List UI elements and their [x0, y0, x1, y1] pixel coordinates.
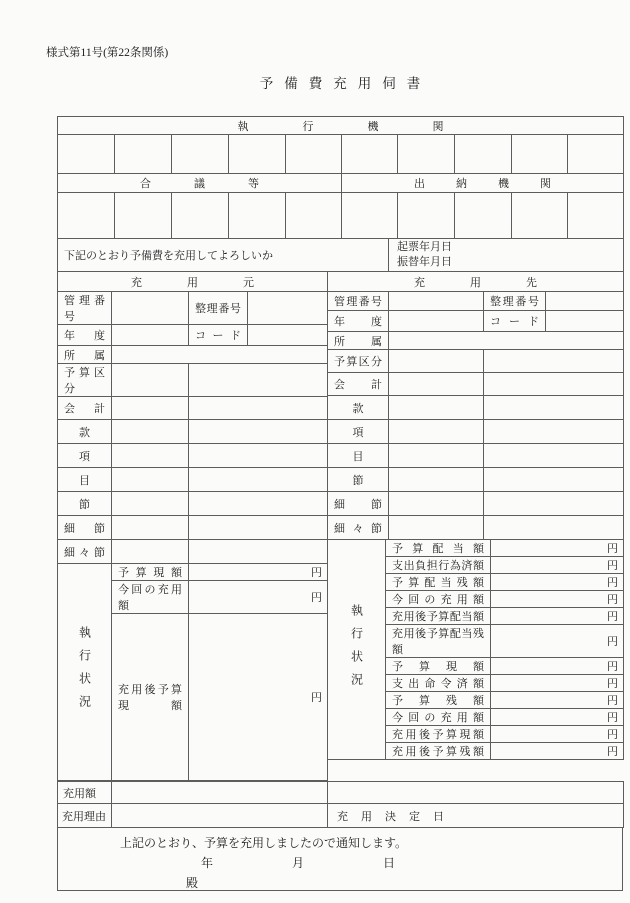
- field-label: 年度: [58, 325, 112, 346]
- amount-cell: 円: [491, 658, 624, 675]
- stamp-cell: [398, 193, 455, 239]
- field-label: 会計: [328, 373, 389, 396]
- exec-row-label: 充用後予算配当額: [386, 608, 491, 625]
- stamp-cell: [58, 193, 115, 239]
- stamp-cell: [342, 193, 398, 239]
- execution-status-label: [328, 540, 386, 760]
- exec-row-label: 充用後予算現額: [112, 614, 189, 781]
- input-cell: [248, 292, 328, 325]
- amount-cell: 円: [189, 581, 328, 614]
- field-label: 項: [328, 420, 389, 444]
- stamp-cell: [115, 135, 172, 174]
- input-cell: [112, 782, 328, 804]
- exec-row-label: 充用後予算残額: [386, 743, 491, 760]
- form-body: [57, 291, 623, 781]
- input-cell: [112, 468, 189, 492]
- exec-row-label: 予算現額: [386, 658, 491, 675]
- addressee-suffix: 殿: [186, 876, 199, 890]
- transfer-date-label: 振替年月日: [397, 256, 452, 268]
- field-label: 所属: [58, 346, 112, 364]
- input-cell: [248, 325, 328, 346]
- input-cell: [389, 468, 484, 492]
- field-label: 節: [58, 492, 112, 516]
- exec-row-label: 支出命令済額: [386, 675, 491, 692]
- input-cell: [484, 516, 624, 540]
- input-cell: [189, 540, 328, 564]
- input-cell: [112, 364, 189, 397]
- exec-row-label: 今回の充用額: [112, 581, 189, 614]
- decision-date-label: 充用決定日: [328, 804, 624, 828]
- exec-row-label: 支出負担行為済額: [386, 557, 491, 574]
- field-label: 整理番号: [484, 292, 546, 311]
- stamp-cell: [229, 135, 286, 174]
- month-label: 月: [292, 856, 305, 870]
- field-label: コード: [484, 311, 546, 332]
- notification-text: 上記のとおり、予算を充用しましたので通知します。: [120, 836, 408, 850]
- input-cell: [189, 444, 328, 468]
- stamp-cell: [58, 135, 115, 174]
- source-section: [57, 291, 328, 781]
- input-cell: [112, 804, 328, 828]
- stamp-cell: [512, 193, 568, 239]
- amount-cell: 円: [491, 540, 624, 557]
- input-cell: [328, 782, 624, 804]
- amount-cell: 円: [189, 564, 328, 581]
- input-cell: [484, 492, 624, 516]
- reason-label: 充用理由: [58, 804, 112, 828]
- input-cell: [112, 540, 189, 564]
- council-header: 合議等: [58, 174, 342, 193]
- field-label: 管理番号: [58, 292, 112, 325]
- stamp-cell: [342, 135, 398, 174]
- field-label: 所属: [328, 332, 389, 350]
- input-cell: [189, 492, 328, 516]
- date-fields-cell: [389, 239, 624, 272]
- half-titles-table: [57, 271, 624, 292]
- amount-cell: 円: [491, 692, 624, 709]
- input-cell: [112, 325, 189, 346]
- stamp-cell: [286, 135, 342, 174]
- destination-execution-table: [327, 539, 624, 760]
- field-label: 年度: [328, 311, 389, 332]
- exec-row-label: 予算現額: [112, 564, 189, 581]
- input-cell: [546, 311, 624, 332]
- stamp-cell: [455, 135, 512, 174]
- input-cell: [389, 444, 484, 468]
- field-label: 細々節: [58, 540, 112, 564]
- destination-detail-table: [327, 291, 624, 540]
- input-cell: [389, 332, 624, 350]
- input-cell: [389, 311, 484, 332]
- amount-cell: 円: [491, 675, 624, 692]
- year-label: 年: [201, 856, 214, 870]
- amount-cell: 円: [491, 608, 624, 625]
- input-cell: [389, 492, 484, 516]
- field-label: 目: [58, 468, 112, 492]
- input-cell: [189, 397, 328, 420]
- field-label: 節: [328, 468, 389, 492]
- draft-date-label: 起票年月日: [397, 241, 452, 253]
- stamp-cell: [172, 193, 229, 239]
- amount-cell: 円: [491, 574, 624, 591]
- exec-row-label: 今回の充用額: [386, 591, 491, 608]
- input-cell: [189, 364, 328, 397]
- notification-block: [57, 827, 623, 891]
- input-cell: [484, 420, 624, 444]
- input-cell: [389, 516, 484, 540]
- field-label: 細節: [328, 492, 389, 516]
- stamp-cell: [568, 135, 624, 174]
- exec-row-label: 充用後予算配当残額: [386, 625, 491, 658]
- field-label: 予算区分: [58, 364, 112, 397]
- amount-cell: 円: [491, 625, 624, 658]
- input-cell: [546, 292, 624, 311]
- input-cell: [112, 292, 189, 325]
- exec-row-label: 予算配当残額: [386, 574, 491, 591]
- form-number: 様式第11号(第22条関係): [46, 47, 169, 59]
- input-cell: [112, 516, 189, 540]
- execution-status-text: 執行状況: [349, 603, 364, 696]
- amount-cell: 円: [491, 557, 624, 574]
- input-cell: [389, 373, 484, 396]
- destination-title: 充用先: [328, 272, 624, 292]
- stamp-cell: [398, 135, 455, 174]
- cashier-agency-header: 出納機関: [342, 174, 624, 193]
- exec-row-label: 今回の充用額: [386, 709, 491, 726]
- input-cell: [389, 420, 484, 444]
- field-label: 款: [58, 420, 112, 444]
- input-cell: [189, 516, 328, 540]
- source-title: 充用元: [58, 272, 328, 292]
- input-cell: [112, 420, 189, 444]
- executing-agency-header: 執行機関: [58, 117, 624, 135]
- field-label: 細節: [58, 516, 112, 540]
- amount-label: 充用額: [58, 782, 112, 804]
- field-label: 目: [328, 444, 389, 468]
- amount-cell: 円: [491, 709, 624, 726]
- field-label: 款: [328, 396, 389, 420]
- input-cell: [389, 350, 484, 373]
- input-cell: [484, 396, 624, 420]
- input-cell: [112, 492, 189, 516]
- field-label: コード: [189, 325, 248, 346]
- stamp-cell: [115, 193, 172, 239]
- source-detail-table: [57, 291, 328, 564]
- exec-row-label: 予算残額: [386, 692, 491, 709]
- amount-cell: 円: [491, 591, 624, 608]
- stamp-cell: [512, 135, 568, 174]
- input-cell: [112, 397, 189, 420]
- reserve-fund-form: [57, 116, 623, 891]
- amount-cell: 円: [491, 743, 624, 760]
- exec-row-label: 充用後予算現額: [386, 726, 491, 743]
- stamp-cell: [172, 135, 229, 174]
- stamp-cell: [455, 193, 512, 239]
- execution-status-label: [58, 564, 112, 781]
- field-label: 管理番号: [328, 292, 389, 311]
- approval-header-table: [57, 116, 624, 239]
- input-cell: [112, 444, 189, 468]
- field-label: 整理番号: [189, 292, 248, 325]
- field-label: 予算区分: [328, 350, 389, 373]
- input-cell: [112, 346, 328, 364]
- request-question: 下記のとおり予備費を充用してよろしいか: [58, 239, 389, 272]
- input-cell: [189, 468, 328, 492]
- footer-table: [57, 781, 624, 828]
- stamp-cell: [229, 193, 286, 239]
- page-title: 予備費充用伺書: [259, 76, 432, 91]
- source-execution-table: [57, 563, 328, 781]
- notification-date-line: [58, 851, 622, 871]
- exec-row-label: 予算配当額: [386, 540, 491, 557]
- stamp-cell: [286, 193, 342, 239]
- input-cell: [484, 468, 624, 492]
- field-label: 細々節: [328, 516, 389, 540]
- amount-cell: 円: [189, 614, 328, 781]
- amount-cell: 円: [491, 726, 624, 743]
- execution-status-text: 執行状況: [77, 626, 92, 718]
- field-label: 会計: [58, 397, 112, 420]
- input-cell: [484, 444, 624, 468]
- input-cell: [484, 373, 624, 396]
- input-cell: [389, 396, 484, 420]
- field-label: 項: [58, 444, 112, 468]
- day-label: 日: [383, 856, 396, 870]
- input-cell: [389, 292, 484, 311]
- stamp-cell: [568, 193, 624, 239]
- input-cell: [484, 350, 624, 373]
- request-row-table: [57, 238, 624, 272]
- destination-section: [327, 291, 624, 760]
- input-cell: [189, 420, 328, 444]
